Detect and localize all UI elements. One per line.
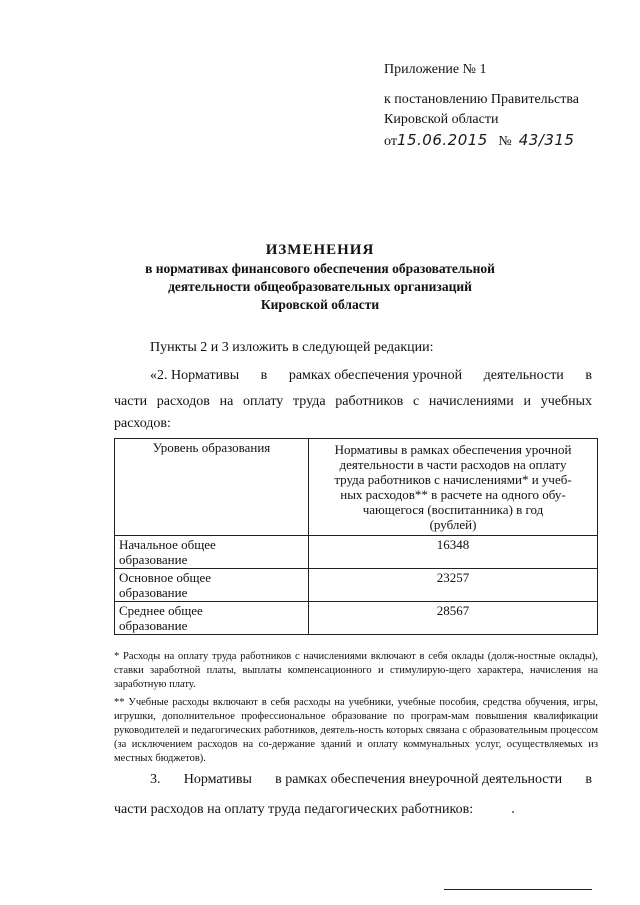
footnote-2: ** Учебные расходы включают в себя расходы на учебники, учебные пособия, средства обучения, игры, игрушки, дополнительное профессиональное образование по програм-мам повышения квалификации руководителей и педагогических работников, деятель-ность которых связана с образовательным процессом (за исключением расходов на со-держание зданий и оплату коммунальных услуг, осуществляемых из местных бюджетов). <box>114 697 598 764</box>
item-3-word: в рамках обеспечения внеурочной деятельности <box>275 772 563 787</box>
item-2-line-2: части расходов на оплату труда работников с начислениями и учебных <box>114 394 592 409</box>
intro-paragraph: Пункты 2 и 3 изложить в следующей редакции: <box>150 340 434 355</box>
title-line-2: деятельности общеобразовательных организаций <box>168 279 472 294</box>
item-2-word: в <box>585 368 592 383</box>
table-header-level: Уровень образования <box>115 439 309 536</box>
table-row <box>115 536 598 569</box>
table-header-row <box>115 439 598 536</box>
handwritten-date: 15.06.2015 <box>396 131 488 149</box>
item-2-word: в <box>260 368 268 383</box>
item-3-word: в <box>585 772 592 787</box>
handwritten-number: 43/315 <box>518 131 575 149</box>
title-main: ИЗМЕНЕНИЯ <box>265 242 375 258</box>
date-prefix: от <box>384 134 397 149</box>
item-3-word: Нормативы <box>183 772 252 787</box>
table-header-norm: Нормативы в рамках обеспечения урочной деятельности в части расходов на оплату труда работников с начислениями* и учеб- ных расходов** в расчете на одного обу- чающегося (воспитанника) в год (рублей) <box>309 439 598 536</box>
norms-table <box>114 438 598 635</box>
scan-speck <box>512 811 514 813</box>
title-line-1: в нормативах финансового обеспечения образовательной <box>145 261 495 276</box>
table-cell-level: Основное общее образование <box>115 569 309 602</box>
table-row <box>115 569 598 602</box>
item-3-word: 3. <box>150 772 161 787</box>
item-2-word: рамках обеспечения урочной <box>288 368 463 383</box>
item-2-word: деятельности <box>483 368 564 383</box>
appendix-header <box>384 60 624 152</box>
title-line-3: Кировской области <box>260 297 380 312</box>
table-row <box>115 602 598 635</box>
appendix-resolution: к постановлению Правительства <box>384 92 580 107</box>
item-3-line-2: части расходов на оплату труда педагогических работников: <box>114 802 474 817</box>
item-3-line-1 <box>150 770 592 790</box>
item-2-line-3: расходов: <box>114 416 171 431</box>
appendix-label: Приложение № 1 <box>384 62 487 77</box>
document-title <box>0 240 640 314</box>
appendix-region: Кировской области <box>384 112 499 127</box>
item-2-word: «2. Нормативы <box>150 368 240 383</box>
table-cell-level: Начальное общее образование <box>115 536 309 569</box>
number-prefix: № <box>498 134 512 149</box>
bottom-rule <box>444 889 592 890</box>
item-2-line-1 <box>150 366 592 386</box>
table-cell-value: 23257 <box>309 569 598 602</box>
table-cell-value: 16348 <box>309 536 598 569</box>
appendix-date-line <box>384 130 624 152</box>
table-cell-value: 28567 <box>309 602 598 635</box>
table-cell-level: Среднее общее образование <box>115 602 309 635</box>
footnote-1: * Расходы на оплату труда работников с начислениями включают в себя оклады (долж-ностные оклады), ставки заработной платы, выплаты компенсационного и стимулирую-щего характера, начисления на заработную плату. <box>114 651 598 690</box>
